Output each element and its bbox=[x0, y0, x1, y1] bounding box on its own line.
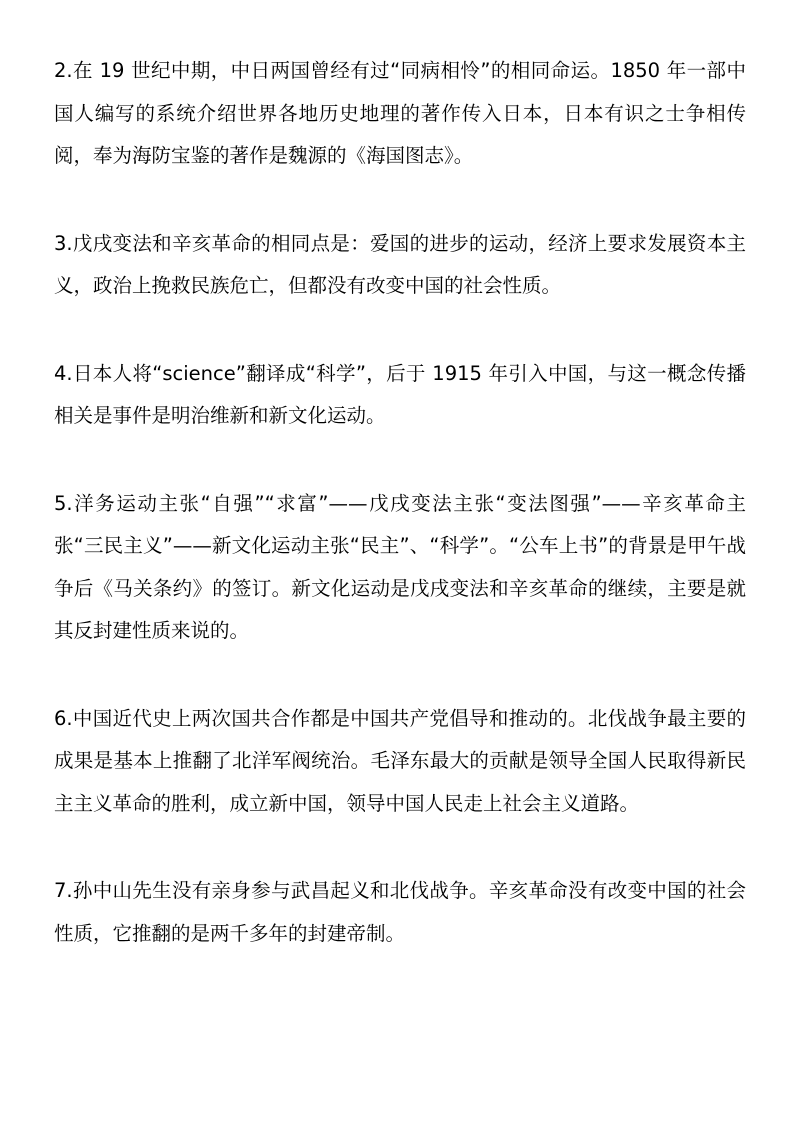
document-page bbox=[54, 50, 746, 1000]
paragraph-item-2: 2.在 19 世纪中期，中日两国曾经有过“同病相怜”的相同命运。1850 年一部中国人编写的系统介绍世界各地历史地理的著作传入日本，日本有识之士争相传阅，奉为海防宝鉴的著作是魏源的《海国图志》。 bbox=[54, 59, 746, 167]
paragraph-item-7: 7.孙中山先生没有亲身参与武昌起义和北伐战争。辛亥革命没有改变中国的社会性质，它推翻的是两千多年的封建帝制。 bbox=[54, 879, 746, 945]
paragraph-item-3: 3.戊戌变法和辛亥革命的相同点是：爱国的进步的运动，经济上要求发展资本主义，政治上挽救民族危亡，但都没有改变中国的社会性质。 bbox=[54, 231, 746, 297]
paragraph-item-5: 5.洋务运动主张“自强”“求富”——戊戌变法主张“变法图强”——辛亥革命主张“三民主义”——新文化运动主张“民主”、“科学”。“公车上书”的背景是甲午战争后《马关条约》的签订。新文化运动是戊戌变法和辛亥革命的继续，主要是就其反封建性质来说的。 bbox=[54, 491, 746, 642]
paragraph-item-4: 4.日本人将“science”翻译成“科学”，后于 1915 年引入中国，与这一概念传播相关是事件是明治维新和新文化运动。 bbox=[54, 361, 746, 427]
paragraph-item-6: 6.中国近代史上两次国共合作都是中国共产党倡导和推动的。北伐战争最主要的成果是基本上推翻了北洋军阀统治。毛泽东最大的贡献是领导全国人民取得新民主主义革命的胜利，成立新中国，领导中国人民走上社会主义道路。 bbox=[54, 706, 746, 815]
